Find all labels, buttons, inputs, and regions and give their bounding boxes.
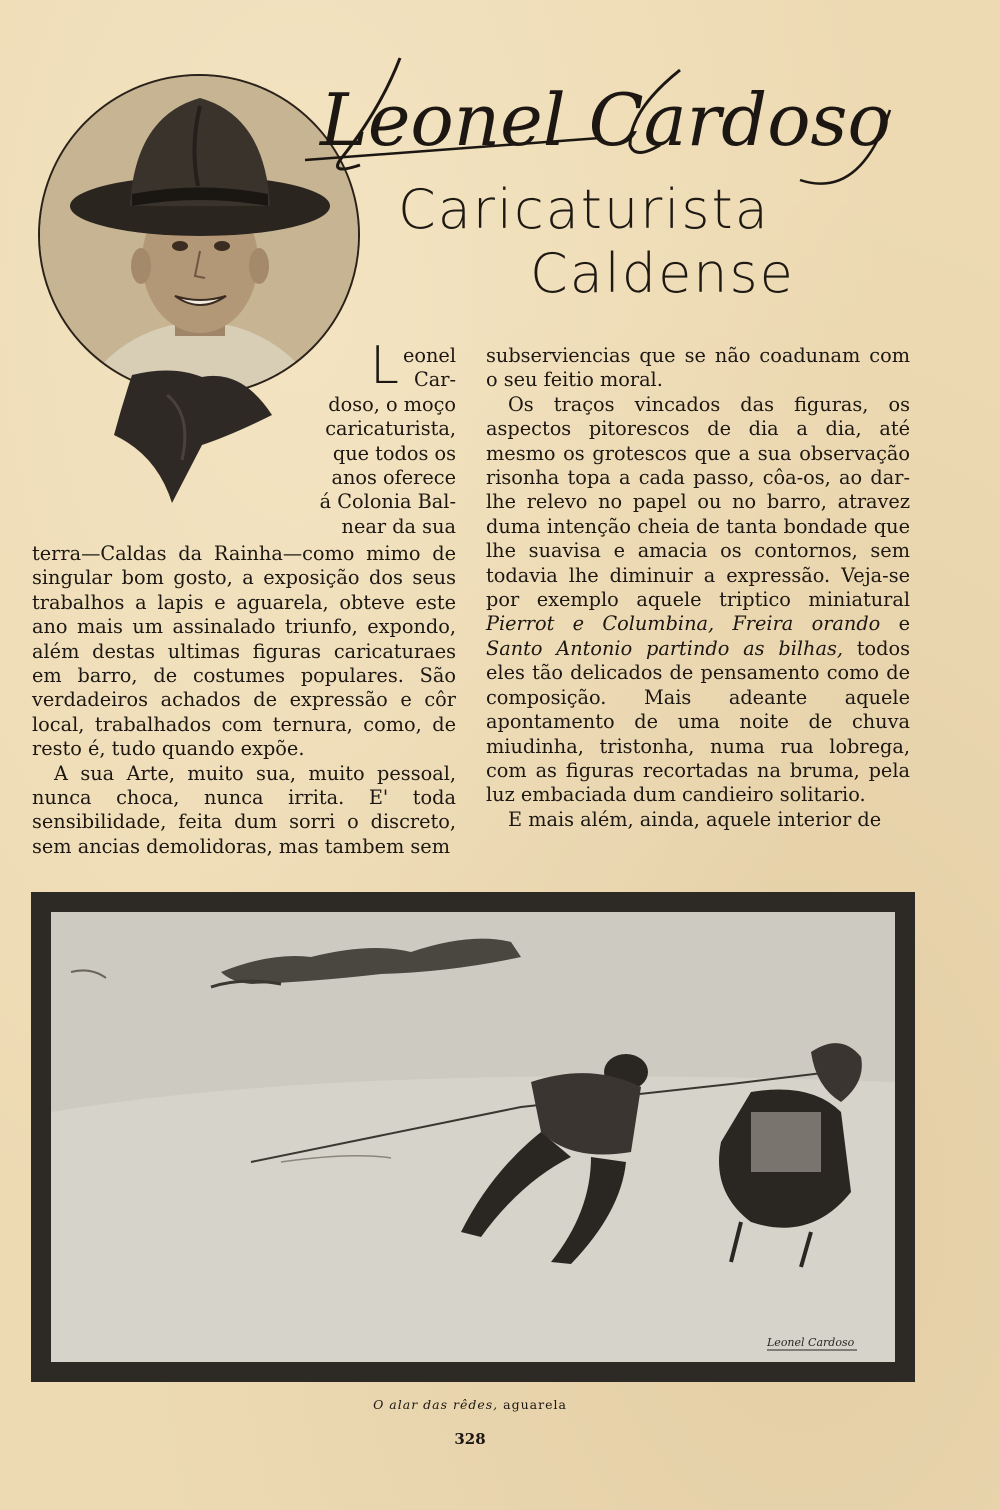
intro-line: caricaturista, xyxy=(325,417,456,441)
paragraph-3-text-b: todos eles tão delicados de pensamento como de composição. Mais adeante aquele apontamento de uma noite de chuva miudinha, tristonha, numa rua lobrega, com as figuras recortadas na bruma, pela luz embaciada dum candieiro solitario. xyxy=(486,636,910,807)
intro-line: doso, o moço xyxy=(328,392,456,416)
paragraph-4: E mais além, ainda, aquele interior de xyxy=(508,807,882,831)
figure-caption xyxy=(0,1397,940,1412)
paragraph-2-continued: subserviencias que se não coadunam com o seu feitio moral. xyxy=(486,344,910,392)
paragraph-3-text-a: Os traços vincados das figuras, os aspectos pitorescos de dia a dia, até mesmo os grotescos que a sua observação risonha topa a cada passo, côa-os, ao dar-lhe relevo no papel ou no barro, atravez duma intenção cheia de tanta bondade que lhe suavisa e amacia os contornos, sem todavia lhe diminuir a expressão. Veja-se por exemplo aquele triptico miniatural xyxy=(486,392,910,612)
title-script-text: Leonel Cardoso xyxy=(320,78,891,162)
intro-lines xyxy=(230,344,456,539)
intro-line: near da sua xyxy=(341,514,456,538)
artist-signature: Leonel Cardoso xyxy=(767,1336,855,1349)
intro-line: á Colonia Bal- xyxy=(319,490,456,514)
subtitle-line-2: Caldense xyxy=(530,242,795,305)
space xyxy=(714,612,732,635)
paragraph-1: terra—Caldas da Rainha—como mimo de singular bom gosto, a exposição dos seus trabalhos a lapis e aguarela, obteve este ano mais um assinalado triunfo, expondo, além destas ultimas figuras caricaturaes em barro, de costumes populares. São verdadeiros achados de expressão e côr local, trabalhados com ternura, como, de resto é, tudo quando expõe. xyxy=(32,542,456,761)
intro-line: eonel xyxy=(402,344,456,367)
work-title-santo-antonio: Santo Antonio partindo as bilhas, xyxy=(486,636,843,660)
caption-title: O alar das rêdes, xyxy=(373,1397,499,1412)
intro-line: anos oferece xyxy=(331,466,456,490)
intro-line: Car- xyxy=(414,368,456,392)
drop-cap: L xyxy=(370,336,399,396)
conjunction: e xyxy=(880,612,910,636)
paragraph-3 xyxy=(486,393,910,808)
artwork-watercolor xyxy=(51,912,895,1362)
left-column xyxy=(32,542,456,859)
caption-medium: aguarela xyxy=(503,1397,567,1412)
page-number: 328 xyxy=(454,1430,486,1448)
work-title-pierrot: Pierrot e Columbina, xyxy=(486,612,715,636)
right-column xyxy=(486,344,910,832)
artwork-frame xyxy=(31,892,915,1382)
work-title-freira: Freira orando xyxy=(732,612,881,636)
intro-line: que todos os xyxy=(332,441,456,465)
subtitle-line-1: Caricaturista xyxy=(398,178,770,241)
paragraph-2: A sua Arte, muito sua, muito pessoal, nunca choca, nunca irrita. E' toda sensibilidade, feita dum sorri o discreto, sem ancias demolidoras, mas tambem sem xyxy=(32,761,456,858)
